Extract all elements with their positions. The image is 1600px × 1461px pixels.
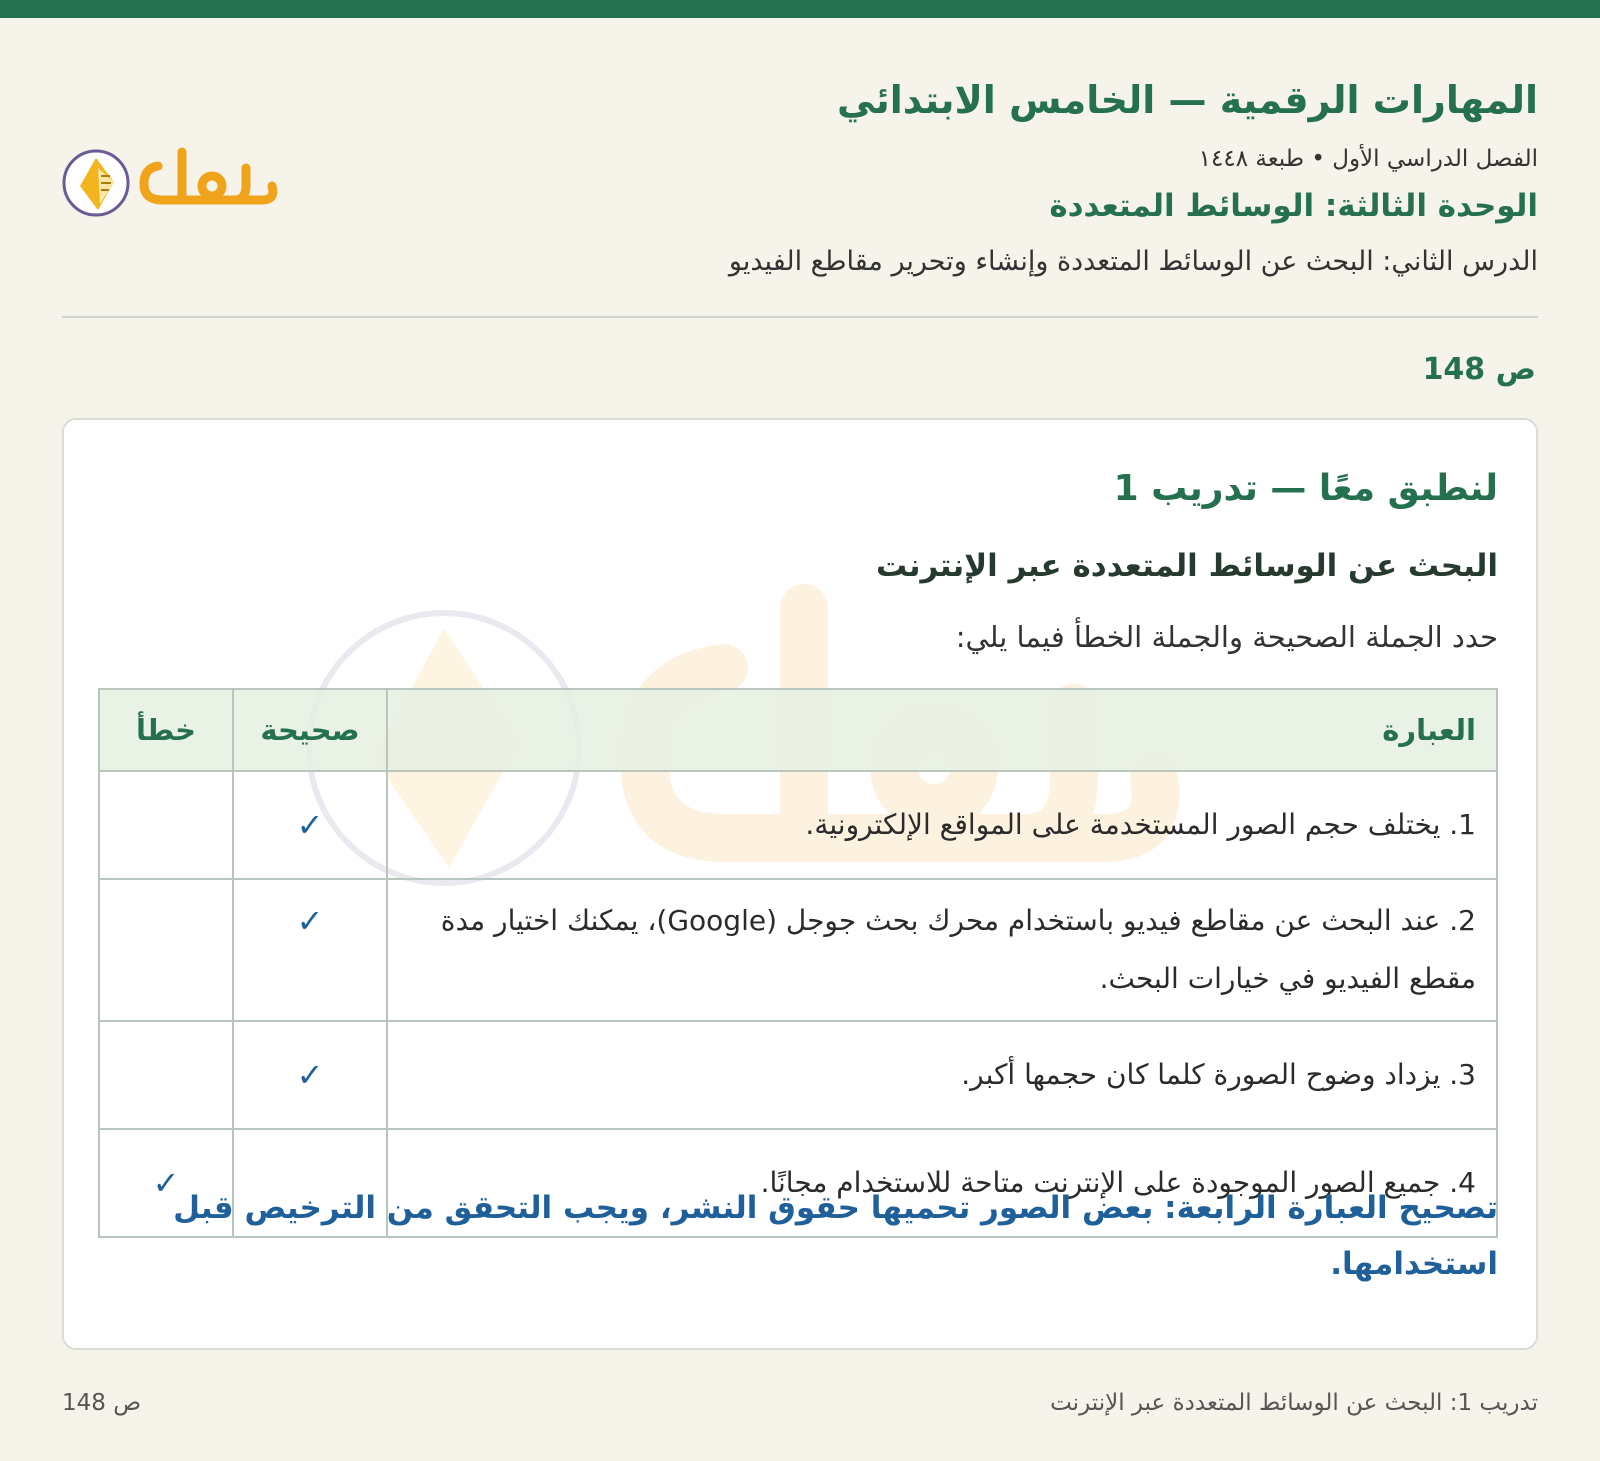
book-icon (64, 151, 128, 215)
header-divider (62, 316, 1538, 318)
semester-edition: الفصل الدراسي الأول • طبعة ١٤٤٨ (1198, 146, 1538, 172)
wrong-cell (99, 879, 233, 1021)
table-header-row (99, 689, 1497, 771)
lesson-title: الدرس الثاني: البحث عن الوسائط المتعددة وإنشاء وتحرير مقاطع الفيديو (728, 246, 1538, 277)
statement-cell: 4. جميع الصور الموجودة على الإنترنت متاحة للاستخدام مجانًا. (387, 1129, 1497, 1237)
statement-cell: 2. عند البحث عن مقاطع فيديو باستخدام محرك بحث جوجل (Google)، يمكنك اختيار مدة مقطع الفيديو في خيارات البحث. (387, 879, 1497, 1021)
page-header (62, 78, 1538, 318)
correction-note: تصحيح العبارة الرابعة: بعض الصور تحميها حقوق النشر، ويجب التحقق من الترخيص قبل استخدامها. (173, 1190, 1498, 1282)
footer-page-number: ص 148 (62, 1390, 142, 1416)
true-false-table (98, 688, 1498, 1238)
table-row (99, 771, 1497, 879)
statement-cell: 1. يختلف حجم الصور المستخدمة على المواقع الإلكترونية. (387, 771, 1497, 879)
logo-lettering (144, 152, 273, 200)
wrong-cell (99, 771, 233, 879)
correct-cell: ✓ (233, 1021, 387, 1129)
unit-title: الوحدة الثالثة: الوسائط المتعددة (1049, 188, 1538, 224)
exercise-instruction: حدد الجملة الصحيحة والجملة الخطأ فيما يلي: (955, 620, 1498, 654)
footer-exercise-label: تدريب 1: البحث عن الوسائط المتعددة عبر الإنترنت (1050, 1390, 1538, 1416)
statement-cell: 3. يزداد وضوح الصورة كلما كان حجمها أكبر. (387, 1021, 1497, 1129)
top-accent-bar (0, 0, 1600, 18)
header-wrong: خطأ (99, 689, 233, 771)
header-statement: العبارة (387, 689, 1497, 771)
table-row (99, 879, 1497, 1021)
exercise-subtitle: البحث عن الوسائط المتعددة عبر الإنترنت (876, 548, 1498, 584)
wrong-cell: ✓ (99, 1129, 233, 1237)
exercise-title: لنطبق معًا — تدريب 1 (1113, 468, 1498, 509)
page-title: المهارات الرقمية — الخامس الابتدائي (837, 78, 1538, 122)
wrong-cell (99, 1021, 233, 1129)
exercise-card (62, 418, 1538, 1350)
correct-cell: ✓ (233, 771, 387, 879)
correct-cell: ✓ (233, 879, 387, 1021)
header-correct: صحيحة (233, 689, 387, 771)
table-row (99, 1021, 1497, 1129)
page-number: ص 148 (1422, 352, 1536, 387)
hulul-logo (62, 138, 292, 228)
